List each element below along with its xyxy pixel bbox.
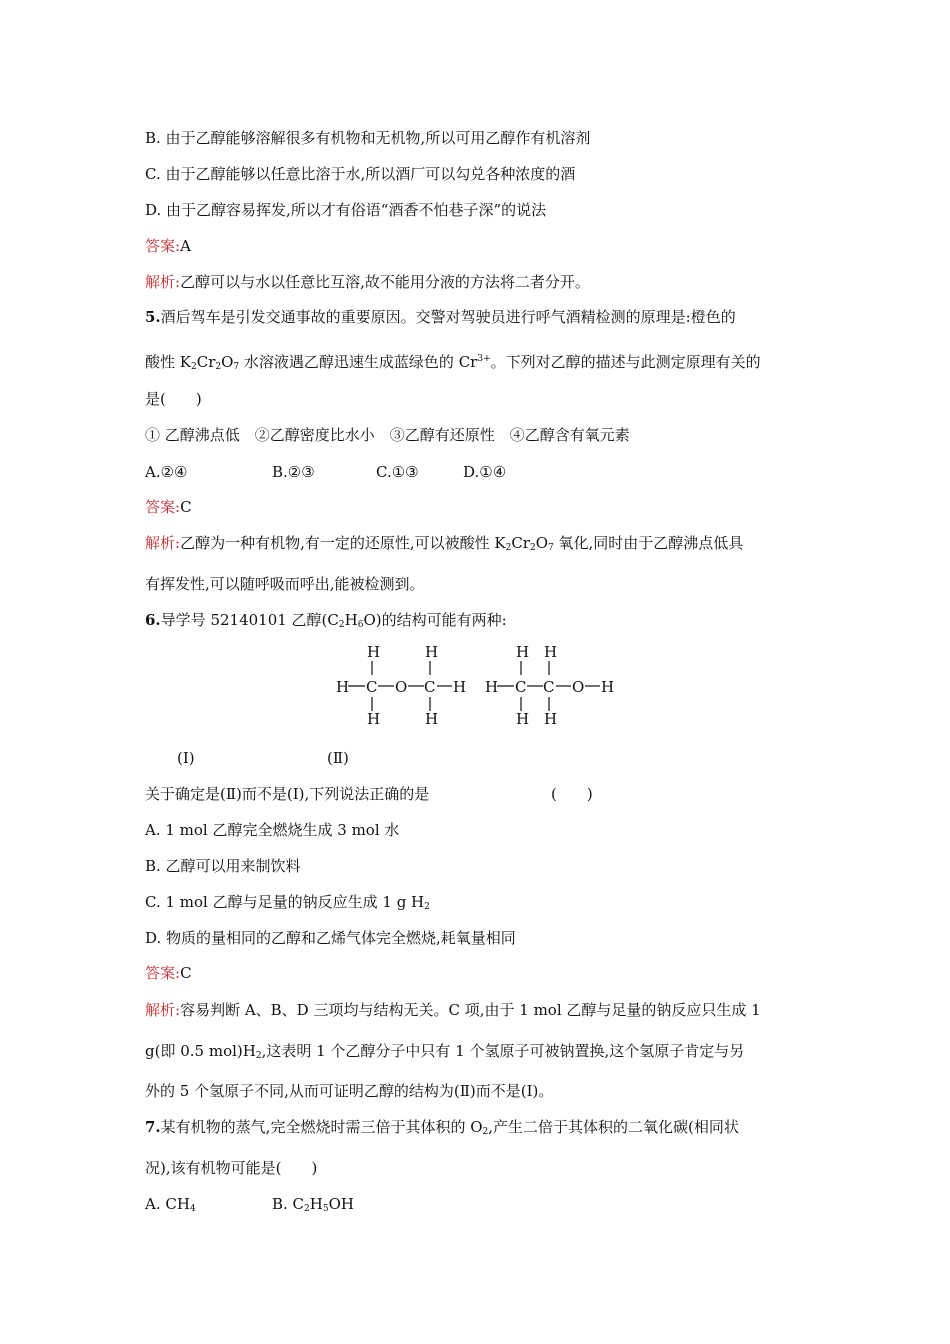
option-text: A. CH [145,1195,190,1213]
subscript: 2 [338,620,345,630]
atom-c: C [515,678,527,696]
analysis-text: 容易判断 A、B、D 三项均与结构无关。C 项,由于 1 mol 乙醇与足量的钠反应只生成 1 [180,1001,761,1019]
q5-items: ① 乙醇沸点低 ②乙醇密度比水小 ③乙醇有还原性 ④乙醇含有氧元素 [145,426,630,444]
atom-h: H [336,678,350,696]
option-text: H [309,1195,323,1213]
q5-option-b: B.②③ [272,463,315,481]
stem-text: 水溶液遇乙醇迅速生成蓝绿色的 Cr [239,353,478,371]
analysis-text: O [535,534,549,552]
atom-h: H [453,678,467,696]
q5-option-d: D.①④ [463,463,507,481]
q5-stem-line-1 [145,307,736,327]
q6-stem [145,610,507,635]
q6-answer-paren: ( ) [551,785,593,803]
subscript: 2 [215,362,222,372]
atom-h: H [425,643,439,661]
atom-o: O [395,678,408,696]
question-number: 6. [145,611,161,629]
stem-text: 导学号 52140101 乙醇(C [160,611,339,629]
option-text: B. C [272,1195,305,1213]
option-text: C. 1 mol 乙醇与足量的钠反应生成 1 g H [145,893,425,911]
q7-stem-line-2: 况),该有机物可能是( ) [145,1159,318,1177]
analysis-label: 解析: [145,273,181,291]
q5-stem-line-3: 是( ) [145,390,202,408]
atom-h: H [601,678,615,696]
stem-text: ,产生二倍于其体积的二氧化碳(相同状 [488,1118,739,1136]
q4-option-d: D. 由于乙醇容易挥发,所以才有俗语“酒香不怕巷子深”的说法 [145,201,547,219]
stem-text: H [344,611,358,629]
ethanol-structures [330,640,630,730]
q4-option-c: C. 由于乙醇能够以任意比溶于水,所以酒厂可以勾兑各种浓度的酒 [145,165,576,183]
atom-c: C [424,678,436,696]
q4-answer [145,236,191,256]
question-number: 5. [145,308,161,326]
analysis-text: 氧化,同时由于乙醇沸点低具 [553,534,744,552]
atom-h: H [367,710,381,728]
structure-I [336,643,466,728]
subscript: 2 [505,543,512,553]
atom-c: C [543,678,555,696]
stem-text: O [221,353,234,371]
atom-h: H [485,678,499,696]
q6-analysis-line-3: 外的 5 个氢原子不同,从而可证明乙醇的结构为(Ⅱ)而不是(Ⅰ)。 [145,1082,554,1100]
answer-value: C [180,498,192,516]
q5-analysis-line-1 [145,533,743,558]
q5-analysis-line-2: 有挥发性,可以随呼吸而呼出,能被检测到。 [145,575,425,593]
q6-question: 关于确定是(Ⅱ)而不是(Ⅰ),下列说法正确的是 [145,785,430,803]
subscript: 6 [357,620,364,630]
q6-option-c [145,892,430,917]
q4-option-b: B. 由于乙醇能够溶解很多有机物和无机物,所以可用乙醇作有机溶剂 [145,129,591,147]
superscript: 3+ [477,354,491,364]
atom-h: H [544,643,558,661]
q5-option-c: C.①③ [376,463,419,481]
subscript: 2 [529,543,536,553]
subscript: 7 [548,543,554,553]
atom-o: O [572,678,585,696]
analysis-text: 乙醇为一种有机物,有一定的还原性,可以被酸性 K [180,534,506,552]
stem-text: 。下列对乙醇的描述与此测定原理有关的 [490,353,761,371]
atom-h: H [544,710,558,728]
analysis-text: Cr [511,534,530,552]
stem-text: 某有机物的蒸气,完全燃烧时需三倍于其体积的 O [160,1118,483,1136]
answer-value: A [180,237,191,255]
answer-label: 答案: [145,237,181,255]
q6-option-b: B. 乙醇可以用来制饮料 [145,857,301,875]
stem-text: O)的结构可能有两种: [363,611,507,629]
analysis-text: ,这表明 1 个乙醇分子中只有 1 个氢原子可被钠置换,这个氢原子肯定与另 [261,1042,745,1060]
analysis-label: 解析: [145,534,181,552]
q5-stem-line-2 [145,349,761,377]
analysis-text: g(即 0.5 mol)H [145,1042,256,1060]
atom-h: H [516,643,530,661]
subscript: 2 [190,362,197,372]
subscript: 2 [482,1127,489,1137]
structure-label-2: (Ⅱ) [327,749,349,767]
subscript: 2 [304,1204,310,1214]
answer-label: 答案: [145,498,181,516]
subscript: 2 [424,902,430,912]
structure-label-1: (Ⅰ) [177,749,195,767]
subscript: 2 [255,1051,262,1061]
q5-answer [145,497,192,517]
stem-text: 酸性 K [145,353,191,371]
q6-option-d: D. 物质的量相同的乙醇和乙烯气体完全燃烧,耗氧量相同 [145,929,516,947]
q6-analysis-line-1 [145,1000,761,1020]
option-text: OH [328,1195,354,1213]
q5-option-a: A.②④ [145,463,188,481]
question-number: 7. [145,1118,161,1136]
q6-answer [145,963,192,983]
q7-option-a [145,1194,196,1219]
q4-analysis [145,272,590,292]
structure-II [485,643,614,728]
atom-h: H [425,710,439,728]
subscript: 5 [322,1204,329,1214]
stem-text: Cr [196,353,216,371]
atom-h: H [516,710,530,728]
atom-h: H [367,643,381,661]
q6-analysis-line-2 [145,1041,744,1066]
subscript: 4 [189,1204,196,1214]
answer-label: 答案: [145,964,181,982]
stem-text: 酒后驾车是引发交通事故的重要原因。交警对驾驶员进行呼气酒精检测的原理是:橙色的 [160,308,736,326]
q7-stem-line-1 [145,1117,739,1142]
subscript: 7 [233,362,240,372]
analysis-label: 解析: [145,1001,181,1019]
answer-value: C [180,964,192,982]
q7-option-b [272,1194,354,1219]
analysis-text: 乙醇可以与水以任意比互溶,故不能用分液的方法将二者分开。 [180,273,590,291]
atom-c: C [366,678,378,696]
q6-option-a: A. 1 mol 乙醇完全燃烧生成 3 mol 水 [145,821,400,839]
